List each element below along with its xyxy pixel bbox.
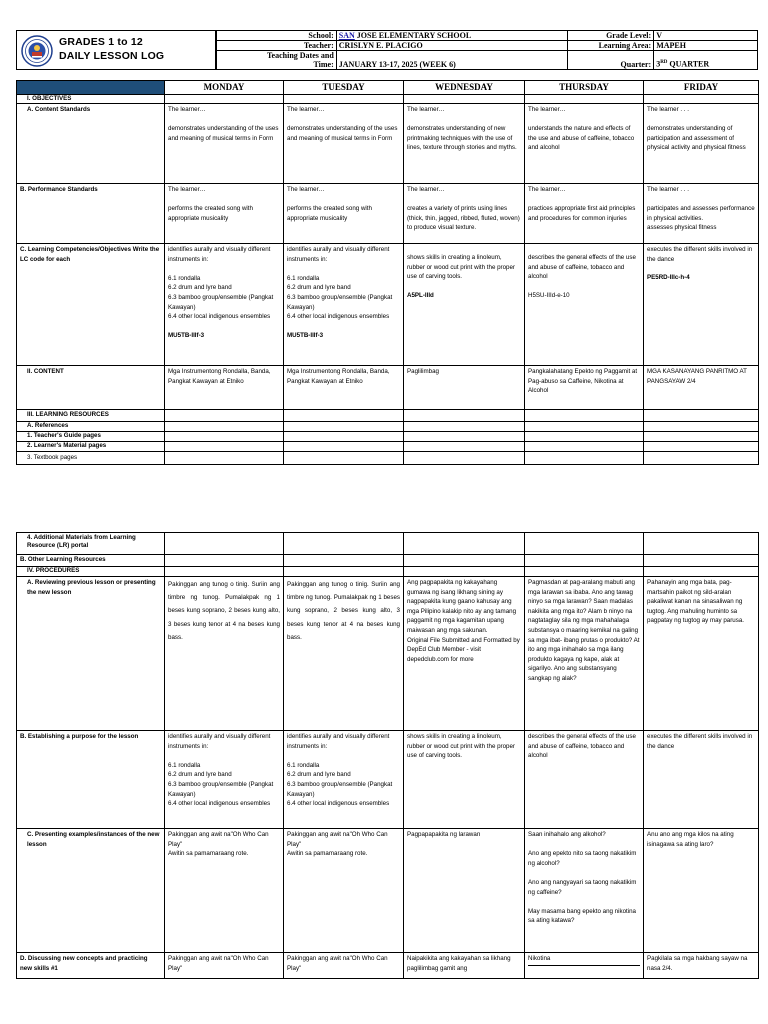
teachers-guide-tue (284, 432, 404, 442)
procedures-wed (404, 567, 525, 577)
procedures-mon (165, 567, 284, 577)
school-link[interactable]: SAN (338, 31, 355, 40)
competencies-thu-code: H5SU-IIId-e-10 (528, 291, 570, 299)
objectives-mon (165, 95, 284, 104)
additional-mon (165, 533, 284, 555)
lesson-log-header (16, 30, 758, 70)
competencies-wed (404, 244, 525, 366)
competencies-mon-text: identifies aurally and visually different instruments in: 6.1 rondalla 6.2 drum and lyre band 6.3 bamboo group/ensemble (Pangkat Kawayan) 6.4 other local indigenous ensembles (168, 246, 274, 321)
procedures-tue (284, 567, 404, 577)
presenting-mon: Pakinggan ang awit na"Oh Who Can Play" Awitin sa pamamaraang rote. (165, 829, 284, 953)
content-fri: MGA KASANAYANG PANRITMO AT PANGSAYAW 2/4 (644, 366, 759, 410)
textbook-thu (525, 452, 644, 465)
learners-material-thu (525, 442, 644, 452)
competencies-fri-code: PE5RD-IIIc-h-4 (647, 274, 690, 282)
performance-standards-mon: The learner… performs the created song with appropriate musicality (165, 184, 284, 244)
content-tue: Mga Instrumentong Rondalla, Banda, Pangkat Kawayan at Etniko (284, 366, 404, 410)
textbook-wed (404, 452, 525, 465)
references-mon (165, 422, 284, 432)
dates-label-line-1: Teaching Dates and (266, 51, 334, 60)
textbook-tue (284, 452, 404, 465)
discussing-mon: Pakinggan ang awit na"Oh Who Can Play" (165, 953, 284, 979)
performance-standards-thu: The learner… practices appropriate first aid principles and procedures for common injuries (525, 184, 644, 244)
area-label: Learning Area: (568, 41, 654, 51)
content-standards-mon: The learner… demonstrates understanding of the uses and meaning of musical terms in Form (165, 104, 284, 184)
other-resources-wed (404, 555, 525, 567)
quarter-word: QUARTER (667, 60, 710, 69)
learners-material-label: 2. Learner's Material pages (17, 442, 165, 452)
content-standards-thu: The learner… understands the nature and effects of the use and abuse of caffeine, tobacco and alcohol (525, 104, 644, 184)
discussing-thu-text: Nikotina (528, 954, 640, 966)
resources-fri (644, 410, 759, 422)
school-name-rest: JOSE ELEMENTARY SCHOOL (354, 31, 472, 40)
presenting-thu: Saan inihahalo ang alkohol? Ano ang epekto nito sa taong nakatikim ng alcohol? Ano ang nangyayari sa taong nakatikim ng caffeine? May masama bang epekto ang nikotina sa ating katawa? (525, 829, 644, 953)
dates-label (217, 51, 337, 70)
competencies-fri-text: executes the different skills involved in the dance (647, 246, 753, 263)
title-line-1: GRADES 1 to 12 (59, 36, 143, 48)
other-resources-thu (525, 555, 644, 567)
other-resources-label: B. Other Learning Resources (17, 555, 165, 567)
quarter-suffix: RD (660, 60, 668, 66)
competencies-tue (284, 244, 404, 366)
document-title (59, 35, 164, 63)
reviewing-wed: Ang pagpapakita ng kakayahang gumawa ng isang likhang sining ay nagpapakita kung gaano kahusay ang mga Pilipino kalakip nito ay ang tamang paggamit ng mga kagamitan upang maiwasan ang mga sakunan. Original File Submitted and Formatted by DepEd Club Member - visit depedclub.com for more (404, 577, 525, 731)
reviewing-mon: Pakinggan ang tunog o tinig. Suriin ang timbre ng tunog. Pumalakpak ng 1 beses kung soprano, 2 beses kung alto, 3 beses kung tenor at 4 na beses kung bass. (165, 577, 284, 731)
title-block (16, 30, 216, 70)
learning-resources-label: III. LEARNING RESOURCES (17, 410, 165, 422)
reviewing-fri: Pahanayin ang mga bata, pag-martsahin paikot ng sild-aralan pakaliwat kanan na sinasaliwan ng tugtog. Ang mahuling huminto sa pagpatay ng tugtog ay may parusa. (644, 577, 759, 731)
info-table (216, 30, 758, 70)
dates-label-line-2: Time: (313, 60, 334, 69)
presenting-fri: Anu ano ang mga kilos na ating isinagawa sa ating laro? (644, 829, 759, 953)
deped-seal-icon (21, 35, 53, 67)
performance-standards-wed: The learner… creates a variety of prints using lines (thick, thin, jagged, ribbed, fluted, woven) to produce visual texture. (404, 184, 525, 244)
school-label: School: (217, 31, 337, 41)
day-tuesday: TUESDAY (284, 81, 404, 95)
performance-standards-fri: The learner . . . participates and assesses performance in physical activities. assesses physical fitness (644, 184, 759, 244)
reviewing-label: A. Reviewing previous lesson or presenting the new lesson (17, 577, 165, 731)
competencies-mon-code: MU5TB-IIIf-3 (168, 331, 205, 339)
references-fri (644, 422, 759, 432)
teacher-label: Teacher: (217, 41, 337, 51)
presenting-wed: Pagpapapakita ng larawan (404, 829, 525, 953)
presenting-label: C. Presenting examples/instances of the new lesson (17, 829, 165, 953)
reviewing-tue: Pakinggan ang tunog o tinig. Suriin ang timbre ng tunog. Pumalakpak ng 1 beses kung soprano, 2 beses kung alto, 3 beses kung tenor at 4 na beses kung bass. (284, 577, 404, 731)
area-value: MAPEH (654, 41, 758, 51)
procedures-thu (525, 567, 644, 577)
content-standards-tue: The learner… demonstrates understanding of the uses and meaning of musical terms in Form (284, 104, 404, 184)
content-standards-wed: The learner… demonstrates understanding of new printmaking techniques with the use of lines, texture through stories and myths. (404, 104, 525, 184)
performance-standards-label: B. Performance Standards (17, 184, 165, 244)
reviewing-thu: Pagmasdan at pag-aralang mabuti ang mga larawan sa ibaba. Ano ang tawag ninyo sa mga larawan? Saan madalas nakikita ang mga ito? Alam b ninyo na nagtataglay sila ng mga mahahalaga substansya o maaring kemikal na galing sa mga ibat- ibang prutas o produkto? At ito ang mga inihahalo sa mga ilang produkto kagaya ng kape, alak at sigarilyo. Ano ang substansyang sangkap ng alak? (525, 577, 644, 731)
discussing-thu (525, 953, 644, 979)
learners-material-fri (644, 442, 759, 452)
purpose-tue: identifies aurally and visually different instruments in: 6.1 rondalla 6.2 drum and lyre band 6.3 bamboo group/ensemble (Pangkat Kawayan) 6.4 other local indigenous ensembles (284, 731, 404, 829)
competencies-tue-code: MU5TB-IIIf-3 (287, 331, 324, 339)
resources-wed (404, 410, 525, 422)
references-wed (404, 422, 525, 432)
competencies-wed-text: shows skills in creating a linoleum, rubber or wood cut print with the proper use of carving tools. (407, 254, 515, 281)
competencies-label: C. Learning Competencies/Objectives Write the LC code for each (17, 244, 165, 366)
day-wednesday: WEDNESDAY (404, 81, 525, 95)
content-label: II. CONTENT (17, 366, 165, 410)
resources-thu (525, 410, 644, 422)
presenting-tue: Pakinggan ang awit na"Oh Who Can Play" Awitin sa pamamaraang rote. (284, 829, 404, 953)
additional-materials-label: 4. Additional Materials from Learning Resource (LR) portal (17, 533, 165, 555)
content-standards-fri: The learner . . . demonstrates understanding of participation and assessment of physical activity and physical fitness (644, 104, 759, 184)
learners-material-tue (284, 442, 404, 452)
textbook-fri (644, 452, 759, 465)
competencies-thu (525, 244, 644, 366)
day-thursday: THURSDAY (525, 81, 644, 95)
competencies-tue-text: identifies aurally and visually different instruments in: 6.1 rondalla 6.2 drum and lyre band 6.3 bamboo group/ensemble (Pangkat Kawayan) 6.4 other local indigenous ensembles (287, 246, 393, 321)
purpose-label: B. Establishing a purpose for the lesson (17, 731, 165, 829)
learners-material-mon (165, 442, 284, 452)
discussing-fri: Pagkilala sa mga hakbang sayaw na nasa 2/4. (644, 953, 759, 979)
purpose-mon: identifies aurally and visually different instruments in: 6.1 rondalla 6.2 drum and lyre band 6.3 bamboo group/ensemble (Pangkat Kawayan) 6.4 other local indigenous ensembles (165, 731, 284, 829)
purpose-thu: describes the general effects of the use and abuse of caffeine, tobacco and alcohol (525, 731, 644, 829)
dates-value: JANUARY 13-17, 2025 (WEEK 6) (336, 51, 568, 70)
learners-material-wed (404, 442, 525, 452)
resources-mon (165, 410, 284, 422)
teachers-guide-thu (525, 432, 644, 442)
objectives-label: I. OBJECTIVES (17, 95, 165, 104)
references-tue (284, 422, 404, 432)
day-friday: FRIDAY (644, 81, 759, 95)
objectives-tue (284, 95, 404, 104)
quarter-number: 3 (656, 60, 661, 69)
lesson-table-page-1 (16, 80, 759, 465)
competencies-thu-text: describes the general effects of the use and abuse of caffeine, tobacco and alcohol (528, 254, 636, 281)
title-line-2: DAILY LESSON LOG (59, 50, 165, 62)
performance-standards-tue: The learner… performs the created song with appropriate musicality (284, 184, 404, 244)
discussing-tue: Pakinggan ang awit na"Oh Who Can Play" (284, 953, 404, 979)
objectives-thu (525, 95, 644, 104)
teachers-guide-wed (404, 432, 525, 442)
additional-wed (404, 533, 525, 555)
competencies-mon (165, 244, 284, 366)
content-wed: Paglilimbag (404, 366, 525, 410)
procedures-label: IV. PROCEDURES (17, 567, 165, 577)
textbook-label: 3. Textbook pages (17, 452, 165, 465)
additional-fri (644, 533, 759, 555)
other-resources-mon (165, 555, 284, 567)
grade-value: V (654, 31, 758, 41)
content-mon: Mga Instrumentong Rondalla, Banda, Pangkat Kawayan at Etniko (165, 366, 284, 410)
day-monday: MONDAY (165, 81, 284, 95)
other-resources-fri (644, 555, 759, 567)
grade-label: Grade Level: (568, 31, 654, 41)
lesson-table-page-2 (16, 532, 759, 979)
teacher-name: CRISLYN E. PLACIGO (336, 41, 568, 51)
objectives-wed (404, 95, 525, 104)
textbook-mon (165, 452, 284, 465)
references-thu (525, 422, 644, 432)
header-corner (17, 81, 165, 95)
competencies-fri (644, 244, 759, 366)
objectives-fri (644, 95, 759, 104)
resources-tue (284, 410, 404, 422)
other-resources-tue (284, 555, 404, 567)
discussing-wed: Naipakikita ang kakayahan sa likhang paglilimbag gamit ang (404, 953, 525, 979)
purpose-wed: shows skills in creating a linoleum, rubber or wood cut print with the proper use of carving tools. (404, 731, 525, 829)
additional-tue (284, 533, 404, 555)
references-label: A. References (17, 422, 165, 432)
content-standards-label: A. Content Standards (17, 104, 165, 184)
additional-thu (525, 533, 644, 555)
school-name (336, 31, 568, 41)
procedures-fri (644, 567, 759, 577)
content-thu: Pangkalahatang Epekto ng Paggamit at Pag-abuso sa Caffeine, Nikotina at Alcohol (525, 366, 644, 410)
teachers-guide-label: 1. Teacher's Guide pages (17, 432, 165, 442)
purpose-fri: executes the different skills involved in the dance (644, 731, 759, 829)
discussing-label: D. Discussing new concepts and practicing new skills #1 (17, 953, 165, 979)
quarter-label: Quarter: (568, 51, 654, 70)
teachers-guide-fri (644, 432, 759, 442)
quarter-value (654, 51, 758, 70)
teachers-guide-mon (165, 432, 284, 442)
competencies-wed-code: A5PL-IIId (407, 291, 434, 299)
